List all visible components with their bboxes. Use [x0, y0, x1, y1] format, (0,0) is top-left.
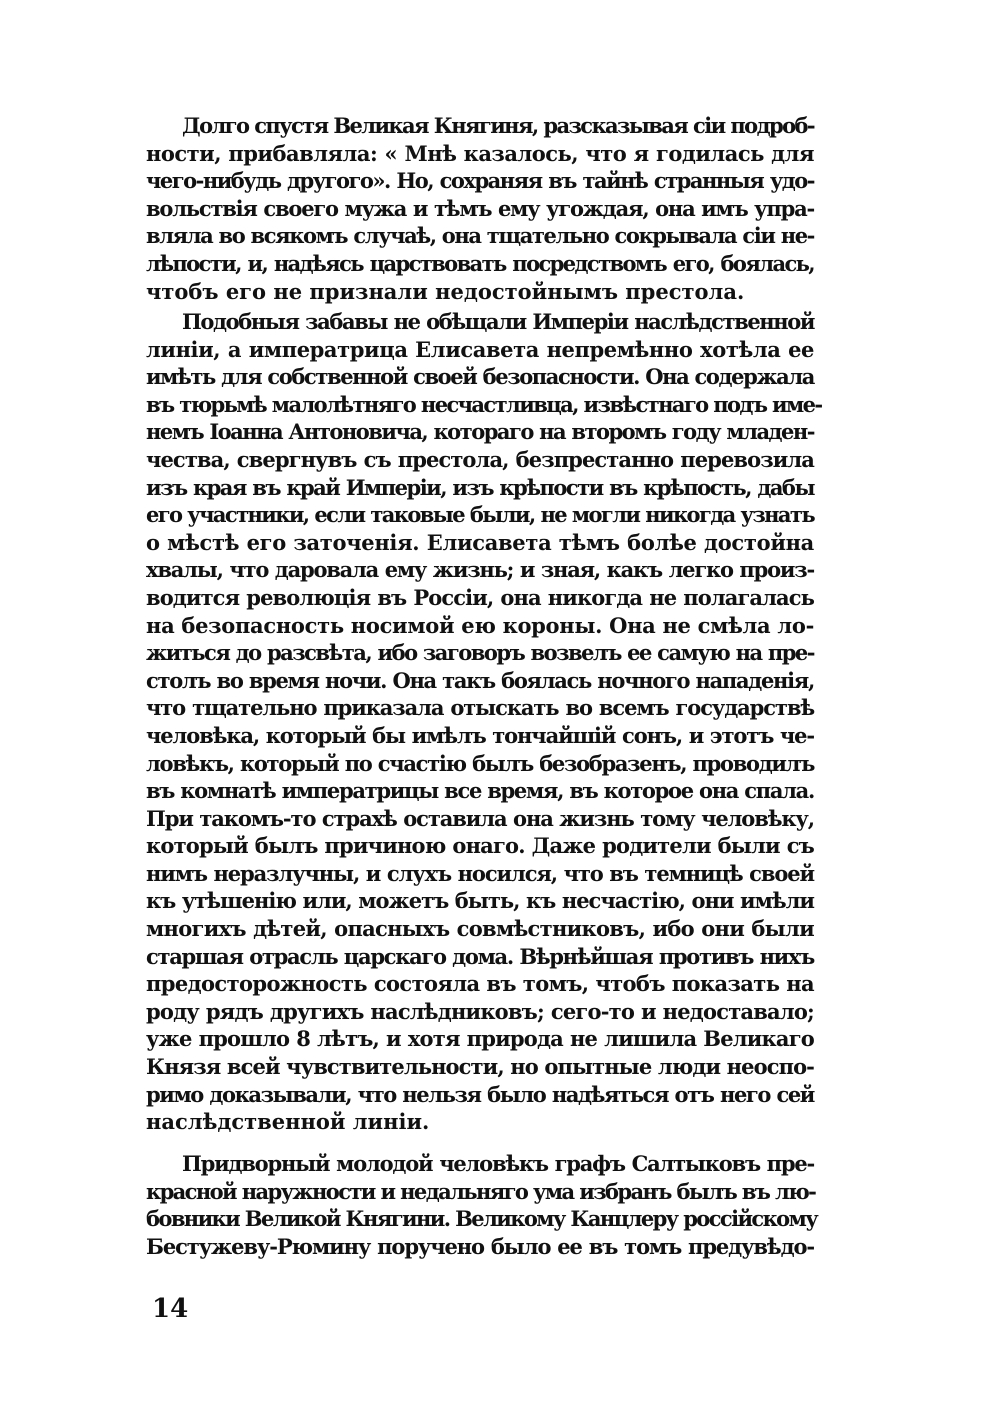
text-line: вляла во всякомъ случаѣ, она тщательно сокрывала сіи не- — [146, 223, 814, 249]
page-number: 14 — [152, 1294, 189, 1324]
text-line: нимъ неразлучны, и слухъ носился, что въ темницѣ своей — [146, 860, 814, 886]
text-line: столъ во время ночи. Она такъ боялась ночного нападенія, — [146, 667, 814, 693]
text-line: Князя всей чувствительности, но опытные люди неоспо- — [146, 1054, 814, 1080]
text-line: римо доказывали, что нельзя было надѣяться отъ него сей — [146, 1081, 814, 1107]
text-line: въ комнатѣ императрицы все время, въ которое она спала. — [146, 778, 814, 804]
text-line: на безопасность носимой ею короны. Она не смѣла ло- — [146, 612, 814, 638]
text-line: бовники Великой Княгини. Великому Канцлеру россійскому — [146, 1206, 818, 1232]
text-line: красной наружности и недальняго ума избранъ былъ въ лю- — [146, 1178, 816, 1204]
text-line: вольствія своего мужа и тѣмъ ему угождая, она имъ упра- — [146, 195, 814, 221]
text-line: водится революція въ Россіи, она никогда не полагалась — [146, 584, 814, 610]
text-line: лѣпости, и, надѣясь царствовать посредствомъ его, боялась, — [146, 250, 814, 276]
text-line: Подобныя забавы не обѣщали Имперіи наслѣдственной — [182, 309, 814, 334]
text-line: человѣка, который бы имѣлъ тончайшій сонъ, и этотъ че- — [146, 722, 814, 748]
text-line: старшая отрасль царскаго дома. Вѣрнѣйшая противъ нихъ — [146, 943, 814, 969]
text-line: Долго спустя Великая Княгиня, разсказывая сіи подроб- — [182, 113, 814, 138]
text-line: хвалы, что даровала ему жизнь; и зная, какъ легко произ- — [146, 557, 814, 583]
text-line: имѣть для собственной своей безопасности. Она содержала — [146, 364, 814, 390]
text-line: ловѣкъ, который по счастію былъ безобразенъ, проводилъ — [146, 750, 814, 776]
paragraph-3 — [146, 1150, 818, 1260]
text-line: Бестужеву-Рюмину поручено было ее въ томъ предувѣдо- — [146, 1233, 814, 1259]
text-line: изъ края въ край Имперіи, изъ крѣпости въ крѣпость, дабы — [146, 474, 814, 500]
text-line: многихъ дѣтей, опасныхъ совмѣстниковъ, ибо они были — [146, 916, 814, 942]
paragraph-2 — [146, 308, 822, 1136]
text-line: житься до разсвѣта, ибо заговоръ возвелъ ее самую на пре- — [146, 640, 814, 666]
paragraph-1 — [146, 112, 814, 305]
text-line: къ утѣшенію или, можетъ быть, къ несчастію, они имѣли — [146, 888, 814, 914]
text-line: о мѣстѣ его заточенія. Елисавета тѣмъ болѣе достойна — [146, 529, 814, 555]
text-line: чества, свергнувъ съ престола, безпрестанно перевозила — [146, 446, 814, 472]
text-line: предосторожность состояла въ томъ, чтобъ показать на — [146, 971, 814, 997]
text-line: что тщательно приказала отыскать во всемъ государствѣ — [146, 695, 814, 721]
text-line: чтобъ его не признали недостойнымъ престола. — [146, 278, 745, 304]
text-line: наслѣдственной линіи. — [146, 1109, 430, 1135]
text-line: Придворный молодой человѣкъ графъ Салтыковъ пре- — [182, 1151, 814, 1176]
text-line: который былъ причиною онаго. Даже родители были съ — [146, 833, 814, 859]
text-line: его участники, если таковые были, не могли никогда узнать — [146, 502, 814, 528]
text-line: чего-нибудь другого». Но, сохраняя въ тайнѣ странныя удо- — [146, 168, 814, 194]
text-line: немъ Іоанна Антоновича, котораго на второмъ году младен- — [146, 419, 814, 445]
text-line: ности, прибавляла: « Мнѣ казалось, что я годилась для — [146, 140, 814, 166]
text-line: въ тюрьмѣ малолѣтняго несчастливца, извѣстнаго подъ име- — [146, 391, 822, 417]
text-line: роду рядъ другихъ наслѣдниковъ; сего-то и недоставало; — [146, 998, 814, 1024]
text-line: уже прошло 8 лѣтъ, и хотя природа не лишила Великаго — [146, 1026, 814, 1052]
text-line: линіи, а императрица Елисавета непремѣнно хотѣла ее — [146, 336, 814, 362]
text-line: При такомъ-то страхѣ оставила она жизнь тому человѣку, — [146, 805, 814, 831]
